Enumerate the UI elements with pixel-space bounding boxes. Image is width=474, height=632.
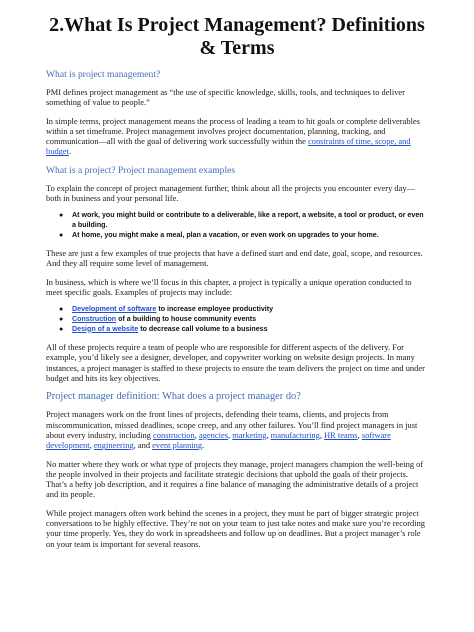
section-heading-what-is-pm: What is project management?	[46, 69, 161, 80]
team-responsibility-paragraph: All of these projects require a team of people who are responsible for different aspects of the delivery. For example, you’d likely see a designer, developer, and copywriter working on website design projects. In many instances, a project manager is staffed to these projects to ensure the team delivers the project on time and under budget and hits its key objectives.	[46, 342, 425, 384]
simple-terms-end: .	[68, 146, 72, 157]
list-item	[59, 211, 428, 230]
list-item-text: of a building to house community events	[116, 314, 257, 323]
everyday-projects-list	[46, 211, 428, 240]
front-lines-end: .	[202, 440, 205, 451]
behind-scenes-paragraph: While project managers often work behind the scenes in a project, they must be part of bigger strategic project conversations to be highly effective. They’re not on your team to just take notes and make sure you’re recording your time properly. Yes, they do work in spreadsheets and follow up on deadlines. But a project manager’s role on your team is important for several reasons.	[46, 507, 426, 549]
project-examples-list	[46, 305, 428, 334]
list-item	[59, 305, 428, 315]
list-item-text: to decrease call volume to a business	[138, 324, 268, 333]
list-item-text: to increase employee productivity	[156, 305, 274, 314]
front-lines-paragraph: Project managers work on the front lines of projects, defending their teams, clients, and projects from miscommunication, missed deadlines, scope creep, and any other failures. You’ll find project managers in just about every industry, including construction, agencies, marketing, manufacturing, HR teams, software development, engineering, and event planning.	[46, 409, 418, 451]
industry-link-software-development[interactable]: software development	[46, 429, 391, 451]
bullet-icon: ●	[59, 306, 64, 314]
list-item	[59, 230, 428, 241]
industry-link-marketing[interactable]: marketing	[232, 429, 267, 440]
simple-terms-text: In simple terms, project management means the process of leading a team to hit goals or complete deliverables within a set timeframe. Project management involves project documentation, planning, tracking, and communication—all with the goal of delivering work successfully within the	[46, 115, 420, 147]
pmi-definition-paragraph: PMI defines project management as “the use of specific knowledge, skills, tools, and techniques to deliver something of value to people.”	[46, 87, 405, 108]
construction-example-link[interactable]: Construction	[72, 314, 117, 323]
industry-link-event-planning[interactable]: event planning	[152, 440, 203, 451]
page-title: 2.What Is Project Management? Definitions & Terms	[49, 14, 425, 59]
front-lines-text: Project managers work on the front lines of projects, defending their teams, clients, and projects from miscommunication, missed deadlines, scope creep, and any other failures. You’ll find project managers in just about every industry, including	[46, 409, 418, 440]
simple-terms-paragraph	[46, 116, 428, 157]
bullet-icon: ●	[59, 325, 64, 333]
industry-link-agencies[interactable]: agencies	[198, 429, 228, 440]
industry-link-construction[interactable]: construction	[153, 429, 195, 440]
list-item	[59, 324, 428, 335]
industry-link-manufacturing[interactable]: manufacturing	[270, 429, 320, 440]
section-heading-pm-definition: Project manager definition: What does a project manager do?	[46, 391, 301, 403]
list-item	[59, 314, 428, 325]
bullet-icon: ●	[59, 212, 64, 220]
software-development-link[interactable]: Development of software	[72, 305, 157, 314]
section-heading-what-is-project: What is a project? Project management examples	[46, 164, 236, 176]
true-projects-paragraph: These are just a few examples of true projects that have a defined start and end date, goal, scope, and resources. And they all require some level of management.	[46, 248, 423, 269]
constraints-link[interactable]: constraints of time, scope, and budget	[46, 136, 411, 157]
industry-link-hr-teams[interactable]: HR teams	[324, 429, 358, 440]
bullet-icon: ●	[59, 315, 64, 323]
explain-concept-paragraph: To explain the concept of project management further, think about all the projects you encounter every day—both in business and your personal life.	[46, 182, 416, 204]
website-design-link[interactable]: Design of a website	[72, 324, 139, 333]
champion-paragraph: No matter where they work or what type of projects they manage, project managers champion the well-being of the people involved in their projects and facilitate strategic decisions that uphold the goals of their projects. That’s a hefty job description, and it requires a fine balance of managing the administrative details of a project and its people.	[46, 458, 424, 500]
business-projects-paragraph: In business, which is where we’ll focus in this chapter, a project is typically a unique operation conducted to meet specific goals. Examples of projects may include:	[46, 276, 412, 298]
bullet-icon: ●	[59, 231, 64, 239]
industry-link-engineering[interactable]: engineering	[93, 440, 134, 451]
list-item-text: At work, you might build or contribute to a deliverable, like a report, a website, a tool or product, or even a building.	[72, 211, 424, 229]
list-item-text: At home, you might make a meal, plan a vacation, or even work on upgrades to your home.	[72, 230, 379, 239]
